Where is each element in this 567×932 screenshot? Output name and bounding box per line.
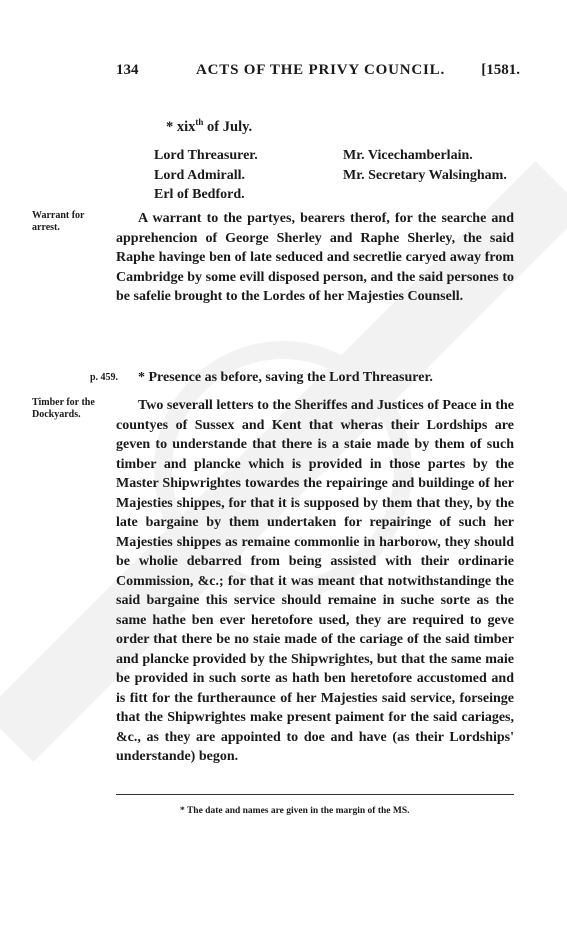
running-header: [116, 62, 520, 82]
attendance-list-left: [154, 146, 258, 205]
year-marker: [1581.: [481, 62, 520, 78]
attendee: Mr. Vicechamberlain.: [343, 148, 473, 163]
paragraph-warrant: A warrant to the partyes, bearers therof, for the searche and apprehencion of George Sherley and Raphe Sherley, the said Raphe havinge ben of late seduced and secretlie caryed away from Cambridge by some evill disposed person, and the said persones to be safelie brought to the Lordes of her Majesties Counsell.: [116, 211, 514, 304]
attendee: Mr. Secretary Walsingham.: [343, 167, 507, 183]
margin-page-ref: p. 459.: [90, 372, 119, 383]
presence-note: * Presence as before, saving the Lord Threasurer.: [138, 370, 433, 385]
date-suffix: of July.: [203, 118, 253, 135]
date-heading: [166, 117, 252, 136]
footnote: * The date and names are given in the margin of the MS.: [180, 806, 410, 816]
margin-note-warrant: Warrant for arrest.: [32, 210, 85, 233]
attendee: Erl of Bedford.: [154, 187, 245, 202]
running-title: ACTS OF THE PRIVY COUNCIL.: [196, 62, 446, 78]
page-number: 134: [116, 62, 139, 78]
paragraph-timber: Two severall letters to the Sheriffes and Justices of Peace in the countyes of Sussex and Kent that wheras their Lordships are geven to understande that there is a staie made by them of such timber and plancke which is provided in those partes by the Master Shipwrightes towardes the repairinge and buildinge of her Majesties shippes, for that it is supposed by them that they, by the late bargaine by them undertaken for repairinge of such her Majesties shippes as remaine commonlie in harborow, they should be wholie debarred from being assisted with their ordinarie Commission, &c.; for that it was meant that notwithstandinge the said bargaine this service should remaine in suche sorte as the same hathe ben ever heretofore used, they are required to geve order that there be no staie made of the cariage of the said timber and plancke provided by the Shipwrightes, but that the same maie be provided in such sorte as hath ben heretofore accustomed and is fitt for the furtheraunce of her Majesties said service, forseinge that the Shipwrightes make present paiment for the said cariages, &c., as they are appointed to doe and have (as their Lordships' understande) begon.: [116, 398, 514, 764]
attendance-list-right: [343, 146, 507, 185]
date-prefix: * xix: [166, 118, 196, 135]
attendee: Lord Admirall.: [154, 167, 246, 183]
footnote-rule: [116, 794, 514, 795]
attendee: Lord Threasurer.: [154, 148, 258, 163]
date-sup: th: [195, 117, 204, 127]
margin-note-timber: Timber for the Dockyards.: [32, 397, 95, 420]
